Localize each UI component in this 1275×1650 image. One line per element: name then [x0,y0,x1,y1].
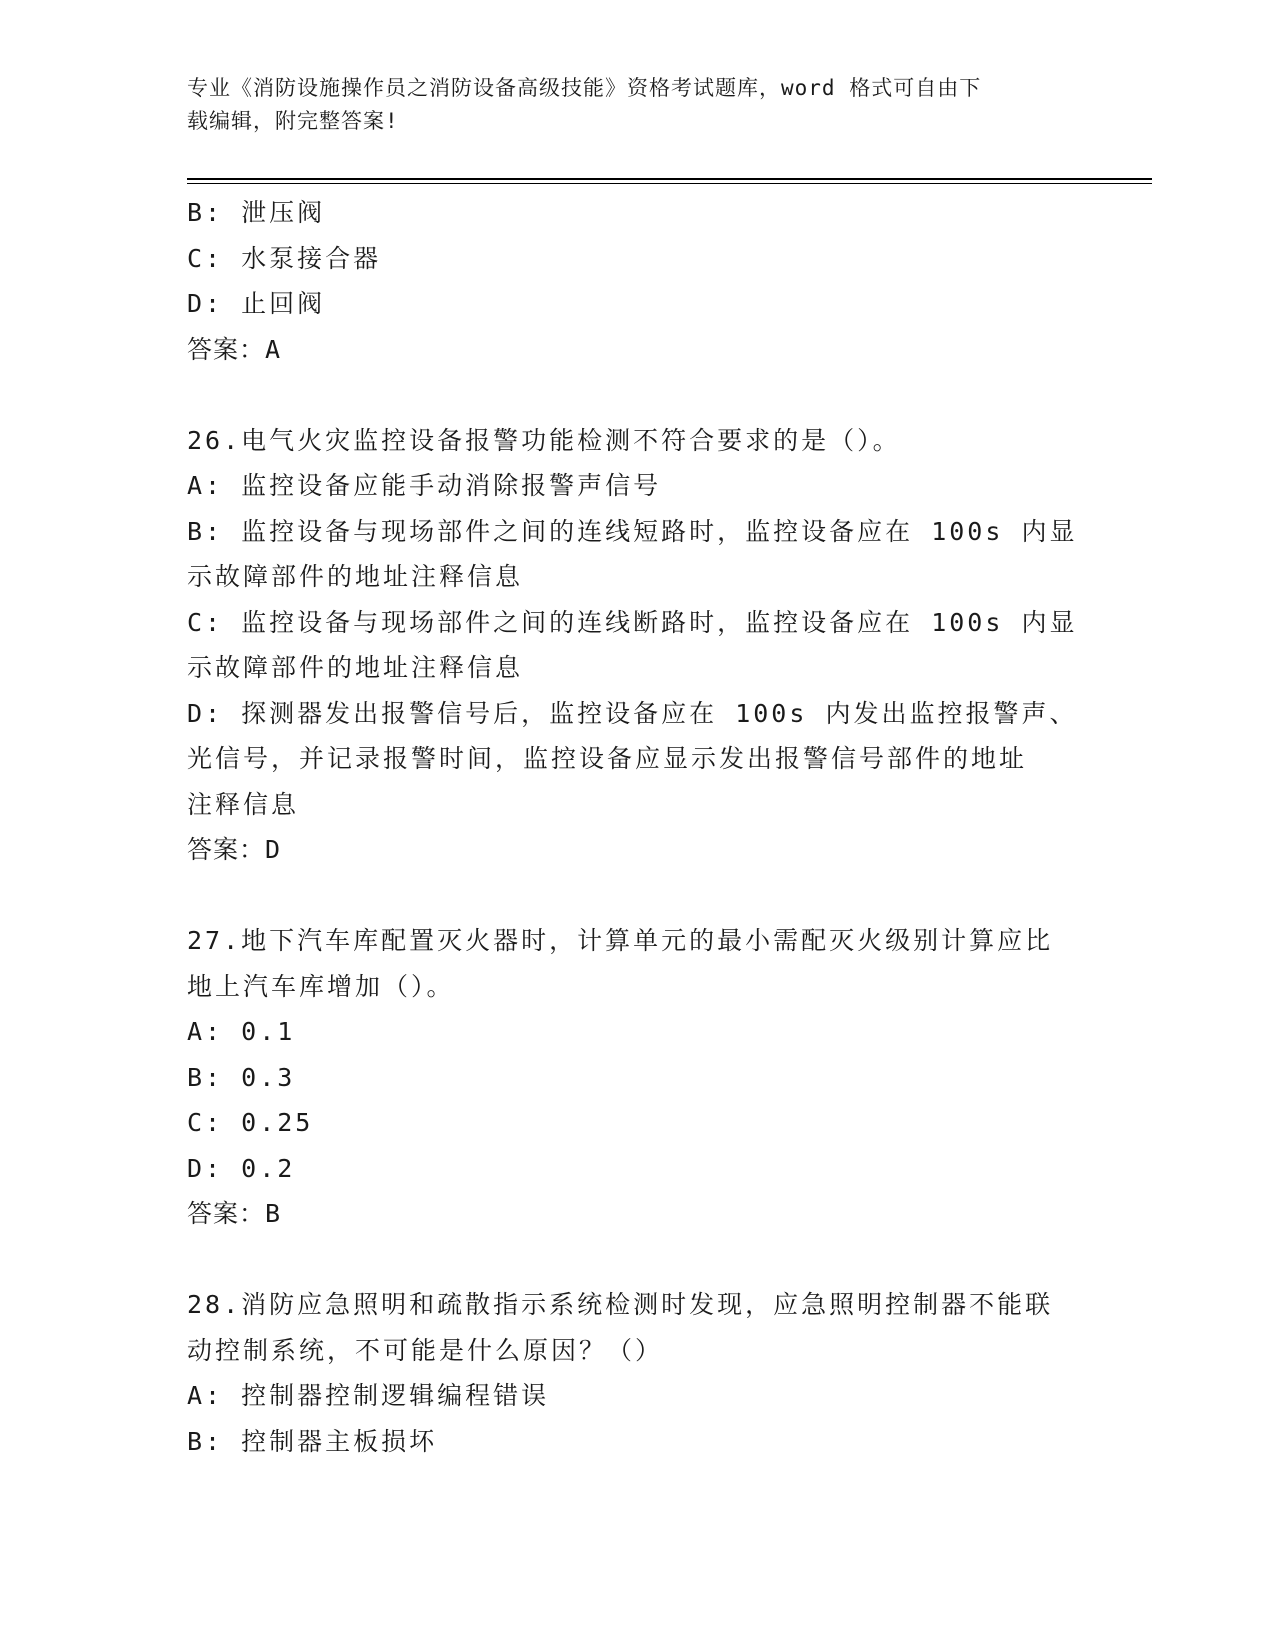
spacer [187,873,1087,919]
question-27 [187,918,1087,1237]
option-a: A: 0.1 [187,1017,296,1046]
spacer [187,1237,1087,1283]
question-26 [187,418,1087,873]
answer-line: 答案：D [187,835,282,864]
option-b: B: 泄压阀 [187,198,326,227]
question-text-continued: 动控制系统，不可能是什么原因？（） [187,1335,664,1365]
option-d: D: 止回阀 [187,289,326,318]
option-d: D: 探测器发出报警信号后，监控设备应在 100s 内发出监控报警声、 [187,698,1078,728]
answer-line: 答案：A [187,334,282,364]
header-divider-thick [187,178,1152,180]
header-line-2: 载编辑，附完整答案! [187,109,399,133]
header-divider-thin [187,183,1152,184]
spacer [187,372,1087,418]
question-text-continued: 地上汽车库增加（）。 [187,971,455,1001]
option-a: A: 控制器控制逻辑编程错误 [187,1381,550,1410]
option-b-continued: 示故障部件的地址注释信息 [187,562,524,591]
question-content [187,190,1087,1464]
option-d: D: 0.2 [187,1153,296,1183]
question-28 [187,1282,1087,1464]
option-d-continued-2: 注释信息 [187,789,300,819]
question-text: 28.消防应急照明和疏散指示系统检测时发现，应急照明控制器不能联 [187,1290,1054,1319]
answer-line: 答案：B [187,1199,282,1228]
option-b: B: 0.3 [187,1062,296,1092]
header-line-1: 专业《消防设施操作员之消防设备高级技能》资格考试题库，word 格式可自由下 [187,76,982,100]
option-c: C: 水泵接合器 [187,243,382,273]
document-header [187,72,1067,138]
question-25 [187,190,1087,372]
question-text: 27.地下汽车库配置灭火器时，计算单元的最小需配灭火级别计算应比 [187,926,1054,955]
option-c: C: 0.25 [187,1108,314,1137]
option-a: A: 监控设备应能手动消除报警声信号 [187,471,662,500]
option-b: B: 控制器主板损坏 [187,1426,438,1456]
option-c: C: 监控设备与现场部件之间的连线断路时，监控设备应在 100s 内显 [187,607,1078,637]
option-d-continued: 光信号，并记录报警时间，监控设备应显示发出报警信号部件的地址 [187,744,1028,773]
option-b: B: 监控设备与现场部件之间的连线短路时，监控设备应在 100s 内显 [187,516,1078,546]
option-c-continued: 示故障部件的地址注释信息 [187,653,524,682]
question-text: 26.电气火灾监控设备报警功能检测不符合要求的是（）。 [187,425,901,455]
